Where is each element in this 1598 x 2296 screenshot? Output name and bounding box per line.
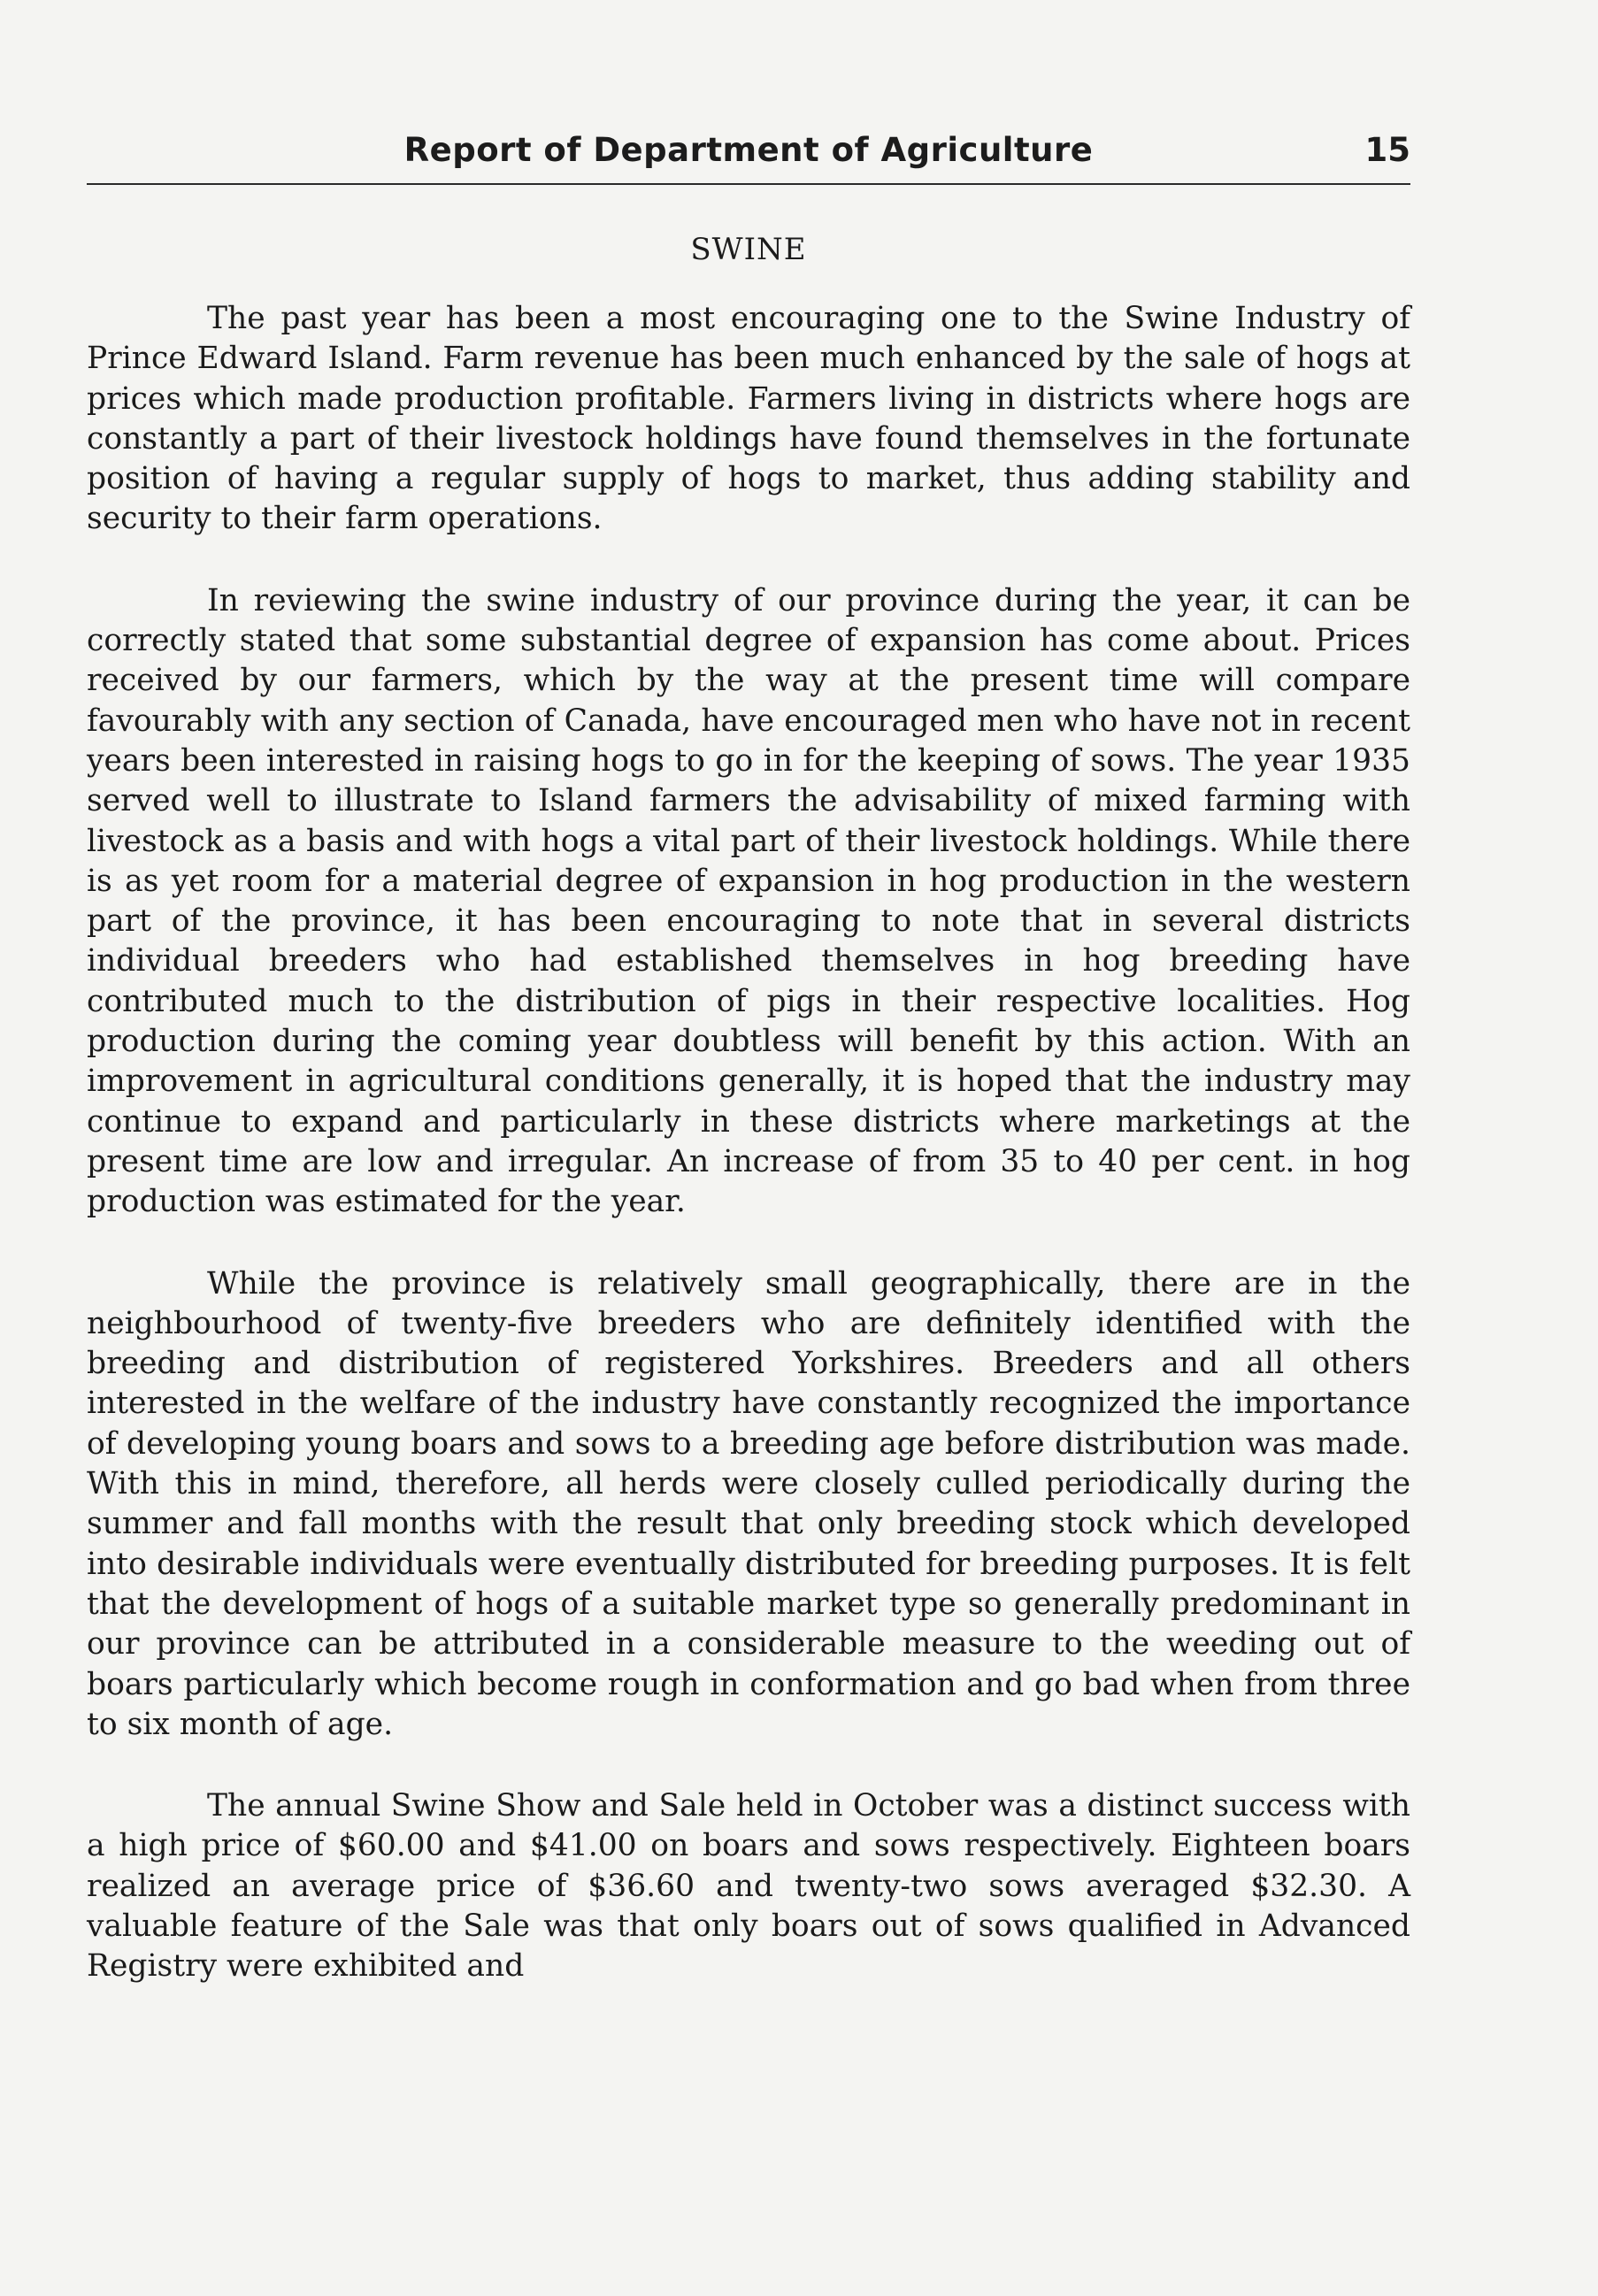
paragraph: The annual Swine Show and Sale held in October was a distinct success with a high price of $60.00 and $41.00 on boars and sows respectively. Eighteen boars realized an average price of $36.60 and twenty-two sows averaged $32.30. A valuable feature of the Sale was that only boars out of sows qualified in Advanced Registry were exhibited and xyxy=(87,1788,1410,1985)
paragraph: While the province is relatively small geographically, there are in the neighbourhood of twenty-five breeders who are definitely identified with the breeding and distribution of registered Yorkshires. Breeders and all others interested in the welfare of the industry have constantly recognized the importance of developing young boars and sows to a breeding age before distribution was made. With this in mind, therefore, all herds were closely culled periodically during the summer and fall months with the result that only breeding stock which developed into desirable individuals were eventually distributed for breeding purposes. It is felt that the development of hogs of a suitable market type so generally predominant in our province can be attributed in a considerable measure to the weeding out of boars particularly which become rough in conformation and go bad when from three to six month of age. xyxy=(87,1265,1410,1742)
page-number: 15 xyxy=(1364,131,1410,169)
section-title: SWINE xyxy=(690,232,807,267)
running-head: Report of Department of Agriculture xyxy=(403,131,1094,169)
paragraph: In reviewing the swine industry of our province during the year, it can be correctly stated that some substantial degree of expansion has come about. Prices received by our farmers, which by the way at the present time will compare favourably with any section of Canada, have encouraged men who have not in recent years been interested in raising hogs to go in for the keeping of sows. The year 1935 served well to illustrate to Island farmers the advisability of mixed farming with livestock as a basis and with hogs a vital part of their livestock holdings. While there is as yet room for a material degree of expansion in hog production in the western part of the province, it has been encouraging to note that in several districts individual breeders who had established themselves in hog breeding have contributed much to the distribution of pigs in their respective localities. Hog production during the coming year doubtless will benefit by this action. With an improvement in agricultural conditions generally, it is hoped that the industry may continue to expand and particularly in these districts where marketings at the present time are low and irregular. An increase of from 35 to 40 per cent. in hog production was estimated for the year. xyxy=(87,582,1410,1220)
header-rule xyxy=(87,183,1410,185)
page-header xyxy=(87,131,1410,175)
body-text xyxy=(87,299,1410,1987)
paragraph: The past year has been a most encouraging one to the Swine Industry of Prince Edward Island. Farm revenue has been much enhanced by the sale of hogs at prices which made production profitable. Farmers living in districts where hogs are constantly a part of their livestock holdings have found themselves in the fortunate position of having a regular supply of hogs to market, thus adding stability and security to their farm operations. xyxy=(87,301,1410,537)
